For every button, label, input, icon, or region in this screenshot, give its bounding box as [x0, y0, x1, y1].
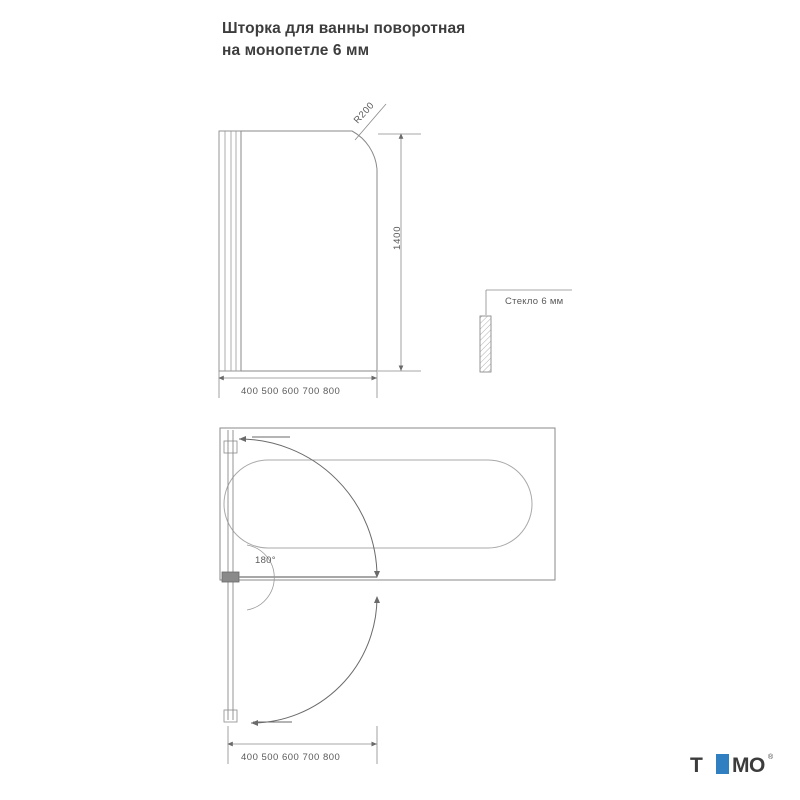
swing-angle-label: 180° [255, 555, 276, 566]
logo-text-right: MO [732, 754, 765, 777]
logo-accent-block [716, 754, 729, 774]
height-dimension [378, 134, 421, 371]
radius-label: R200 [351, 99, 377, 126]
hinge-profile [219, 131, 241, 371]
glass-thickness-label: Стекло 6 мм [505, 296, 564, 307]
page-title-line1: Шторка для ванны поворотная [222, 20, 466, 37]
front-view-group [219, 104, 421, 398]
wall-bracket-top [224, 441, 237, 453]
swing-arc-down [251, 597, 377, 723]
width-options-label-bottom: 400 500 600 700 800 [241, 752, 341, 763]
wall-bracket-bottom [224, 710, 237, 722]
glass-panel-outline [241, 131, 377, 371]
height-label: 1400 [392, 225, 403, 250]
glass-section-rect [480, 316, 491, 372]
logo-registered-mark: ® [768, 754, 774, 761]
brand-logo [690, 752, 776, 782]
bathtub-inner-shape [224, 460, 532, 548]
page-title-line2: на монопетле 6 мм [222, 42, 370, 60]
width-options-label-top: 400 500 600 700 800 [241, 386, 341, 397]
top-view-group [220, 428, 555, 764]
hinge-hub [222, 572, 239, 582]
logo-text-left: T [690, 754, 703, 777]
